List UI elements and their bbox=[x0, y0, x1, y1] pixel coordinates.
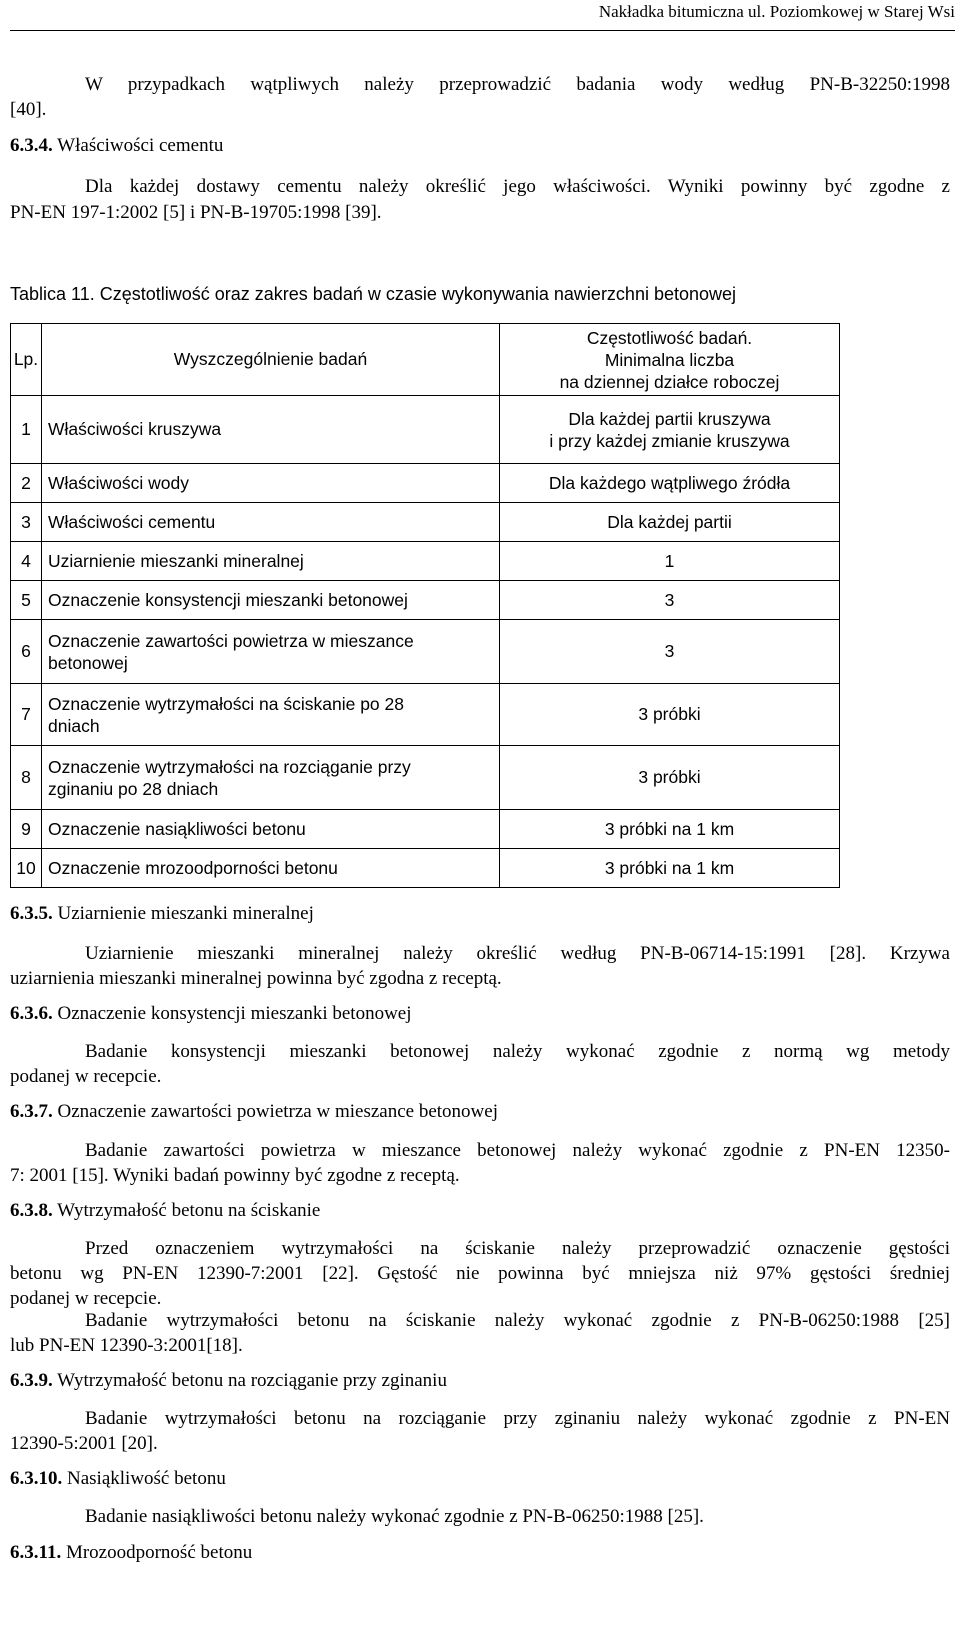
section-6-3-10-line1: Badanie nasiąkliwości betonu należy wykonać zgodnie z PN-B-06250:1988 [25]. bbox=[85, 1506, 704, 1527]
section-6-3-9-line2: 12390-5:2001 [20]. bbox=[10, 1433, 158, 1454]
section-6-3-6-line1: Badanie konsystencji mieszanki betonowej należy wykonać zgodnie z normą wg metody bbox=[85, 1041, 950, 1062]
section-title: Właściwości cementu bbox=[57, 135, 224, 156]
section-heading-6-3-5: 6.3.5. Uziarnienie mieszanki mineralnej bbox=[10, 903, 314, 924]
table-row: 9 Oznaczenie nasiąkliwości betonu 3 próbki na 1 km bbox=[11, 810, 840, 849]
section-heading-6-3-6: 6.3.6. Oznaczenie konsystencji mieszanki betonowej bbox=[10, 1003, 412, 1024]
table-row: 6 Oznaczenie zawartości powietrza w mieszance betonowej 3 bbox=[11, 620, 840, 684]
section-6-3-8-p2-line2: lub PN-EN 12390-3:2001[18]. bbox=[10, 1335, 243, 1356]
table-row: 3 Właściwości cementu Dla każdej partii bbox=[11, 503, 840, 542]
section-6-3-7-line1: Badanie zawartości powietrza w mieszance betonowej należy wykonać zgodnie z PN-EN 12350- bbox=[85, 1140, 950, 1161]
intro-paragraph-line2: [40]. bbox=[10, 99, 47, 120]
header-name: Wyszczególnienie badań bbox=[42, 324, 500, 396]
section-heading-6-3-9: 6.3.9. Wytrzymałość betonu na rozciąganie przy zginaniu bbox=[10, 1370, 447, 1391]
section-6-3-8-p1-line1: Przed oznaczeniem wytrzymałości na ściskanie należy przeprowadzić oznaczenie gęstości bbox=[85, 1238, 950, 1259]
section-6-3-9-line1: Badanie wytrzymałości betonu na rozciąganie przy zginaniu należy wykonać zgodnie z PN-EN bbox=[85, 1408, 950, 1429]
section-6-3-8-p2-line1: Badanie wytrzymałości betonu na ściskanie należy wykonać zgodnie z PN-B-06250:1988 [25] bbox=[85, 1310, 950, 1331]
table-row: 10 Oznaczenie mrozoodporności betonu 3 próbki na 1 km bbox=[11, 849, 840, 888]
header-lp: Lp. bbox=[11, 324, 42, 396]
section-heading-6-3-10: 6.3.10. Nasiąkliwość betonu bbox=[10, 1468, 226, 1489]
header-frequency: Częstotliwość badań. Minimalna liczba na dziennej działce roboczej bbox=[500, 324, 840, 396]
section-6-3-8-p1-line3: podanej w recepcie. bbox=[10, 1288, 162, 1309]
section-heading-6-3-8: 6.3.8. Wytrzymałość betonu na ściskanie bbox=[10, 1200, 321, 1221]
header-rule bbox=[10, 30, 955, 31]
section-heading-6-3-4 bbox=[10, 133, 950, 159]
section-heading-6-3-7: 6.3.7. Oznaczenie zawartości powietrza w mieszance betonowej bbox=[10, 1101, 498, 1122]
section-number: 6.3.4. bbox=[10, 135, 53, 156]
section-6-3-8-p1-line2: betonu wg PN-EN 12390-7:2001 [22]. Gęstość nie powinna być mniejsza niż 97% gęstości średniej bbox=[10, 1263, 950, 1284]
frequency-table bbox=[10, 323, 840, 888]
table-row: 4 Uziarnienie mieszanki mineralnej 1 bbox=[11, 542, 840, 581]
table-row: 2 Właściwości wody Dla każdego wątpliwego źródła bbox=[11, 464, 840, 503]
table-row: 7 Oznaczenie wytrzymałości na ściskanie po 28 dniach 3 próbki bbox=[11, 684, 840, 746]
section-6-3-4-line1: Dla każdej dostawy cementu należy określić jego właściwości. Wyniki powinny być zgodne z bbox=[85, 176, 950, 197]
table-row: 8 Oznaczenie wytrzymałości na rozciąganie przy zginaniu po 28 dniach 3 próbki bbox=[11, 746, 840, 810]
table-row: 1 Właściwości kruszywa Dla każdej partii kruszywa i przy każdej zmianie kruszywa bbox=[11, 396, 840, 464]
section-6-3-5-line2: uziarnienia mieszanki mineralnej powinna być zgodna z receptą. bbox=[10, 968, 502, 989]
section-6-3-4-line2: PN-EN 197-1:2002 [5] i PN-B-19705:1998 [39]. bbox=[10, 202, 382, 223]
section-heading-6-3-11: 6.3.11. Mrozoodporność betonu bbox=[10, 1542, 253, 1563]
table-header-row bbox=[11, 324, 840, 396]
page-header: Nakładka bitumiczna ul. Poziomkowej w Starej Wsi bbox=[598, 2, 955, 21]
table-caption: Tablica 11. Częstotliwość oraz zakres badań w czasie wykonywania nawierzchni betonowej bbox=[10, 284, 737, 304]
section-6-3-5-line1: Uziarnienie mieszanki mineralnej należy określić według PN-B-06714-15:1991 [28]. Krzywa bbox=[85, 943, 950, 964]
section-6-3-6-line2: podanej w recepcie. bbox=[10, 1066, 162, 1087]
table-row: 5 Oznaczenie konsystencji mieszanki betonowej 3 bbox=[11, 581, 840, 620]
intro-paragraph-line1: W przypadkach wątpliwych należy przeprowadzić badania wody według PN-B-32250:1998 bbox=[85, 74, 950, 95]
section-6-3-7-line2: 7: 2001 [15]. Wyniki badań powinny być zgodne z receptą. bbox=[10, 1165, 460, 1186]
